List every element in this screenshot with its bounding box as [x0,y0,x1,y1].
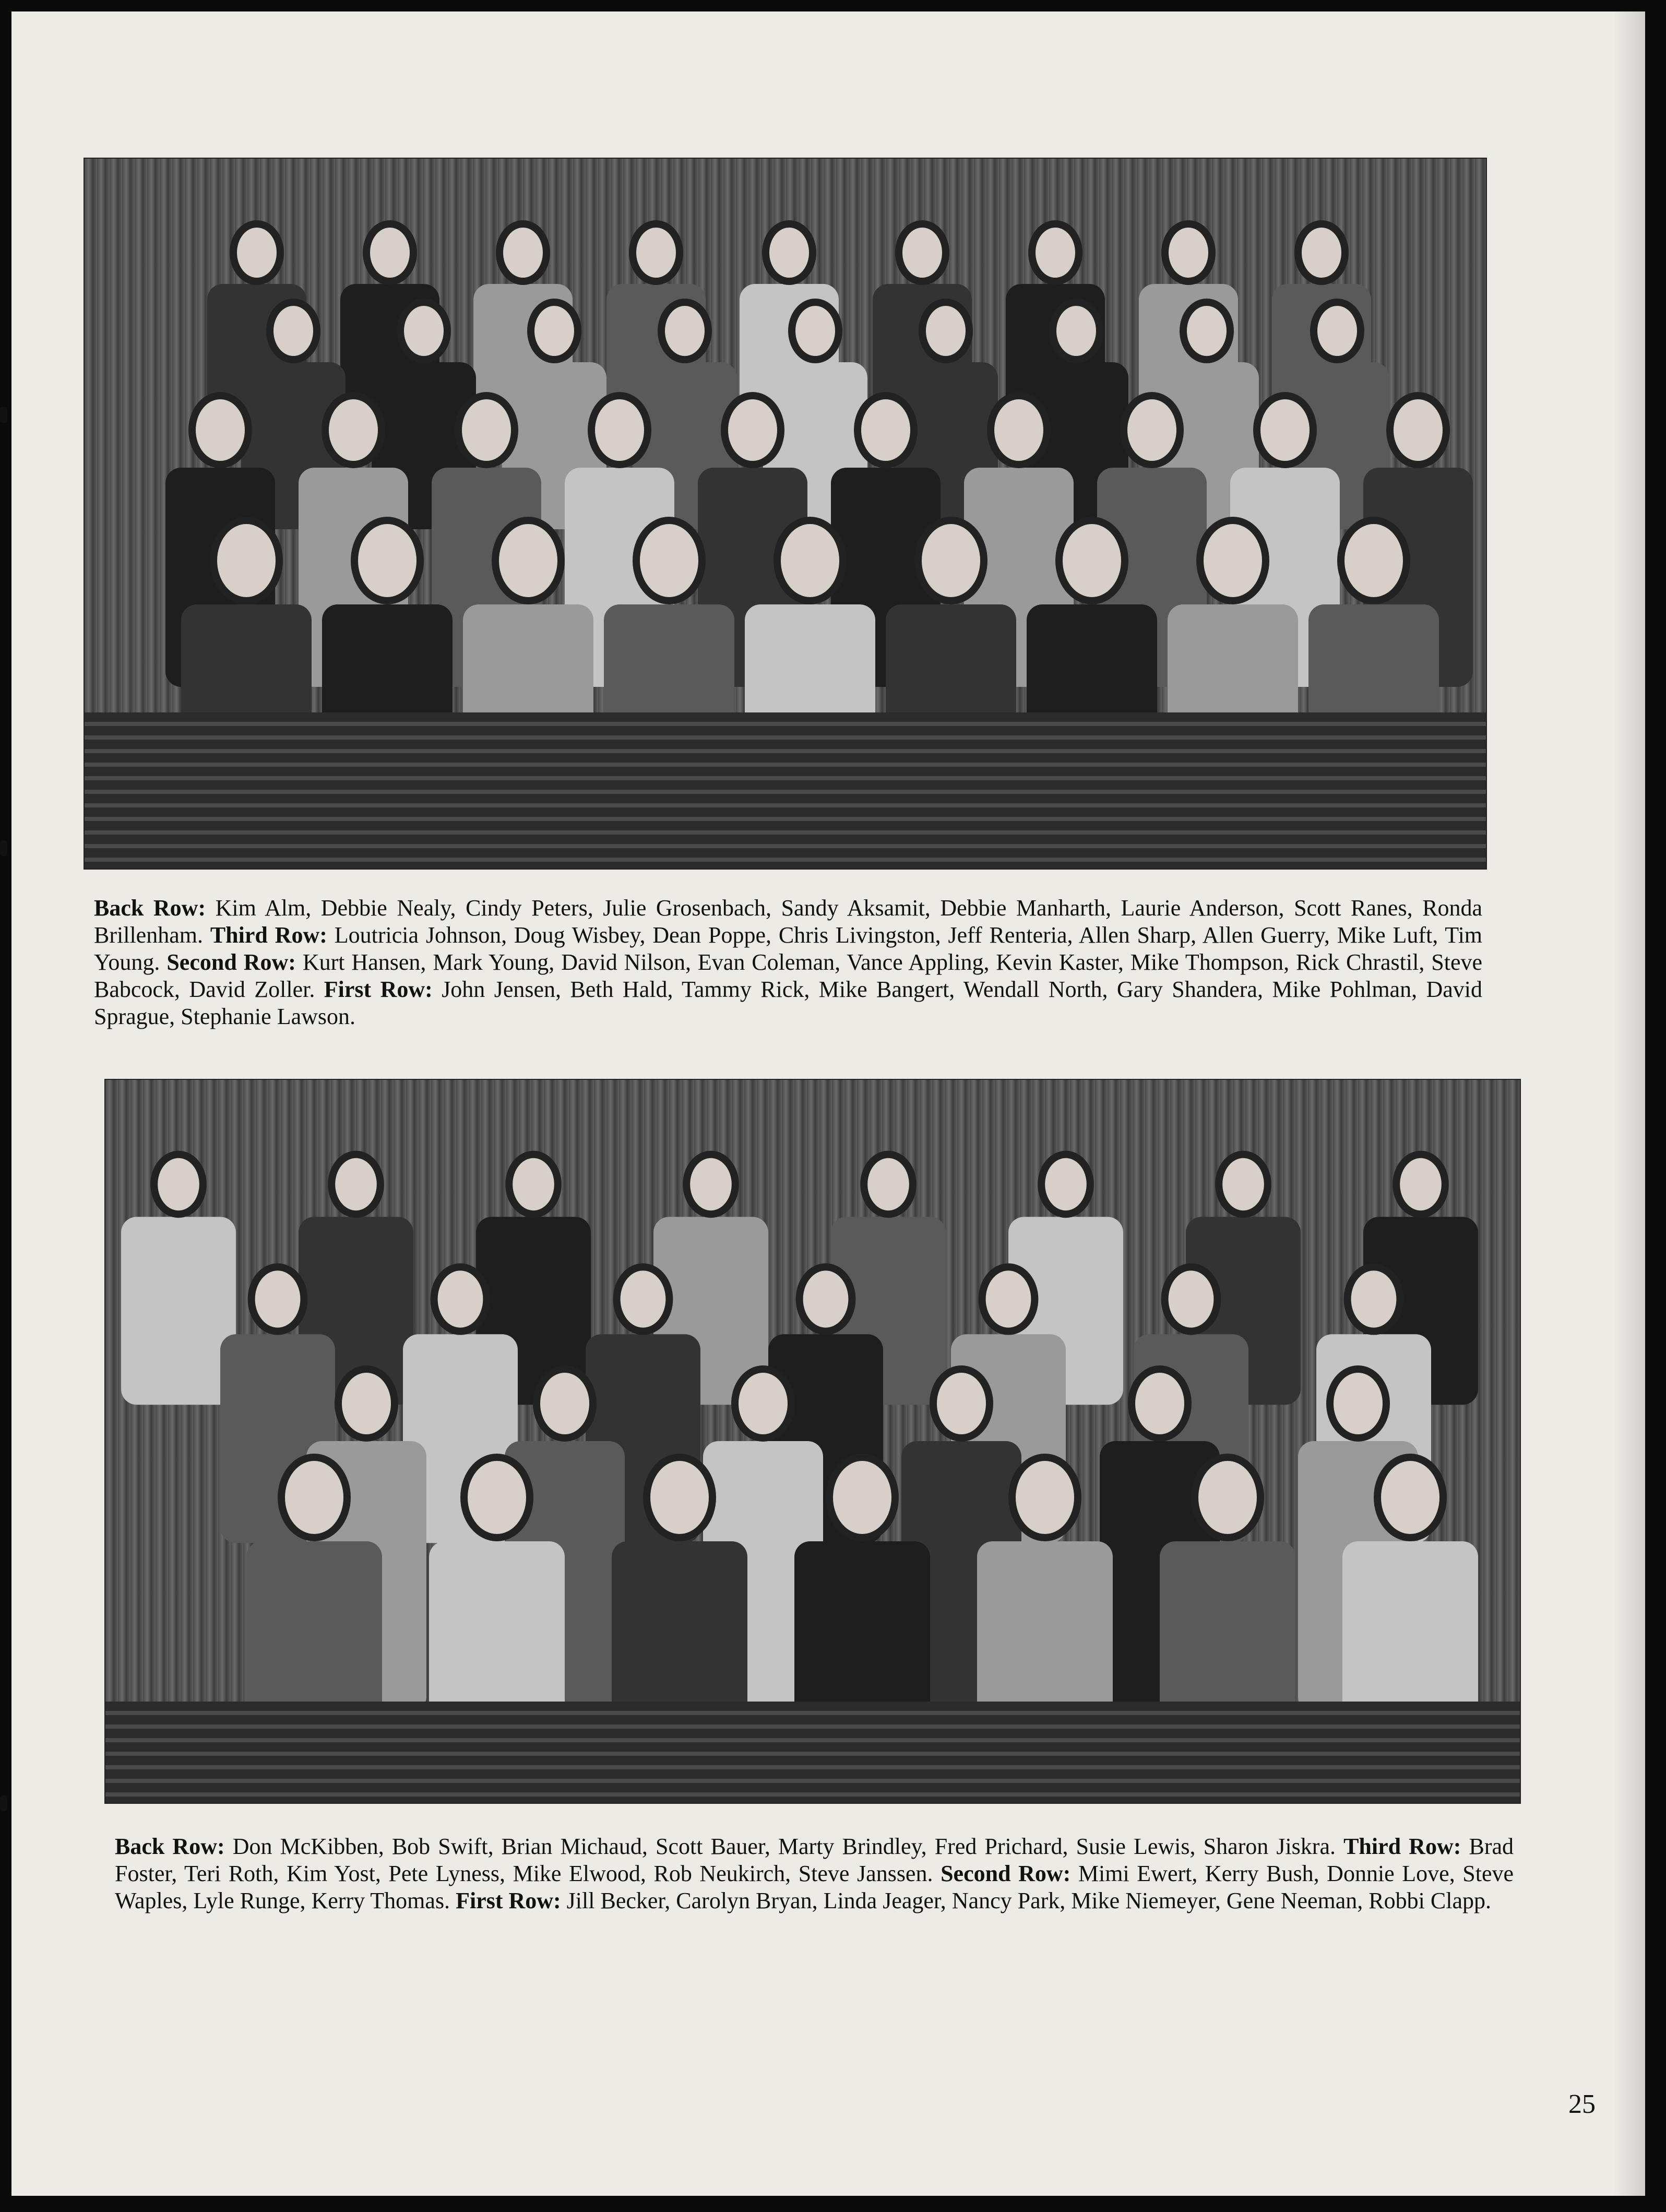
person-head [1124,396,1180,465]
person-head [829,1457,895,1538]
person-head [617,1267,670,1331]
caption-row-label: Back Row: [115,1834,225,1859]
person-head [636,520,702,601]
person-head [922,302,969,360]
person-head [1298,224,1345,281]
person-head [1053,302,1100,360]
person-head [252,1267,304,1331]
person-head [777,520,843,601]
person-head [509,1155,558,1214]
caption-row-label: First Row: [456,1888,561,1913]
photo-1-caption [94,895,1482,1030]
person-head [633,224,680,281]
class-photo-1 [84,158,1487,870]
caption-row-names: Kurt Hansen, Mark Young, David Nilson, Evan Coleman, Vance Appling, Kevin Kaster, Mike Thompson, Rick Chrastil, Steve Babcock, David Zoller. [94,949,1483,1002]
person-head [1348,1267,1400,1331]
person-head [1390,396,1446,465]
person-head [464,1457,530,1538]
person-head [800,1267,852,1331]
binder-mark [0,1795,7,1811]
person-head [434,1267,487,1331]
person-head [331,1155,380,1214]
person-head [991,396,1047,465]
person-head [354,520,420,601]
person-head [591,396,648,465]
person-head [281,1457,347,1538]
caption-row-names: Loutricia Johnson, Doug Wisbey, Dean Poppe, Chris Livingston, Jeff Renteria, Allen Sharp, Allen Guerry, Mike Luft, Tim Young. [94,922,1483,975]
caption-row-label: Back Row: [94,895,206,921]
person-head [1041,1155,1090,1214]
caption-row-label: Second Row: [941,1861,1071,1886]
caption-row-label: First Row: [324,977,433,1002]
person-head [1183,302,1230,360]
class-photo-2-people [105,1080,1520,1803]
person-head [766,224,813,281]
person-head [366,224,413,281]
person-head [918,520,984,601]
person-body [121,1217,236,1405]
person-head [499,224,546,281]
person-head [724,396,781,465]
person-head [458,396,515,465]
person-head [1165,1267,1218,1331]
person-head [338,1369,395,1438]
person-head [1314,302,1361,360]
person-head [495,520,561,601]
page-number: 25 [1568,2089,1596,2119]
person-head [213,520,279,601]
person-head [233,224,280,281]
caption-row-names: Brad Foster, Teri Roth, Kim Yost, Pete Lyness, Mike Elwood, Rob Neukirch, Steve Janssen. [115,1834,1514,1886]
person-head [1396,1155,1445,1214]
caption-row-names: Jill Becker, Carolyn Bryan, Linda Jeager, Nancy Park, Mike Niemeyer, Gene Neeman, Robbi Clapp. [566,1888,1491,1913]
person-head [982,1267,1035,1331]
person-head [537,1369,593,1438]
person-head [933,1369,990,1438]
person-head [1165,224,1212,281]
person-head [735,1369,791,1438]
person-head [1195,1457,1260,1538]
person-head [1012,1457,1078,1538]
person-head [192,396,248,465]
person-head [661,302,708,360]
caption-row-names: Mimi Ewert, Kerry Bush, Donnie Love, Steve Waples, Lyle Runge, Kerry Thomas. [115,1861,1514,1913]
caption-row-label: Third Row: [1343,1834,1461,1859]
caption-row-names: John Jensen, Beth Hald, Tammy Rick, Mike Bangert, Wendall North, Gary Shandera, Mike Pohlman, David Sprague, Stephanie Lawson. [94,977,1483,1029]
person-head [270,302,317,360]
person-head [686,1155,735,1214]
person-head [325,396,382,465]
class-photo-2 [104,1079,1521,1804]
photo-2-caption [115,1833,1514,1914]
yearbook-page [11,11,1645,2196]
binder-mark [0,840,7,856]
caption-row-label: Second Row: [166,949,296,975]
person-head [1330,1369,1386,1438]
person-head [899,224,946,281]
person-head [647,1457,712,1538]
person-head [1377,1457,1443,1538]
person-head [1132,1369,1188,1438]
person-head [864,1155,913,1214]
stage-steps [105,1702,1520,1803]
person-head [792,302,839,360]
caption-row-names: Kim Alm, Debbie Nealy, Cindy Peters, Julie Grosenbach, Sandy Aksamit, Debbie Manharth, Laurie Anderson, Scott Ranes, Ronda Brillenham. [94,895,1482,948]
person-head [1200,520,1266,601]
person-head [1059,520,1125,601]
person-head [154,1155,203,1214]
person-head [858,396,914,465]
binder-mark [0,407,7,423]
person-head [1032,224,1079,281]
person-head [400,302,447,360]
person-head [1219,1155,1268,1214]
caption-row-names: Don McKibben, Bob Swift, Brian Michaud, Scott Bauer, Marty Brindley, Fred Prichard, Susie Lewis, Sharon Jiskra. [232,1834,1336,1859]
page-edge-shadow [1614,11,1645,2196]
stage-steps [85,712,1486,869]
person-head [531,302,578,360]
person-head [1341,520,1407,601]
caption-row-label: Third Row: [210,922,327,948]
person-head [1257,396,1313,465]
